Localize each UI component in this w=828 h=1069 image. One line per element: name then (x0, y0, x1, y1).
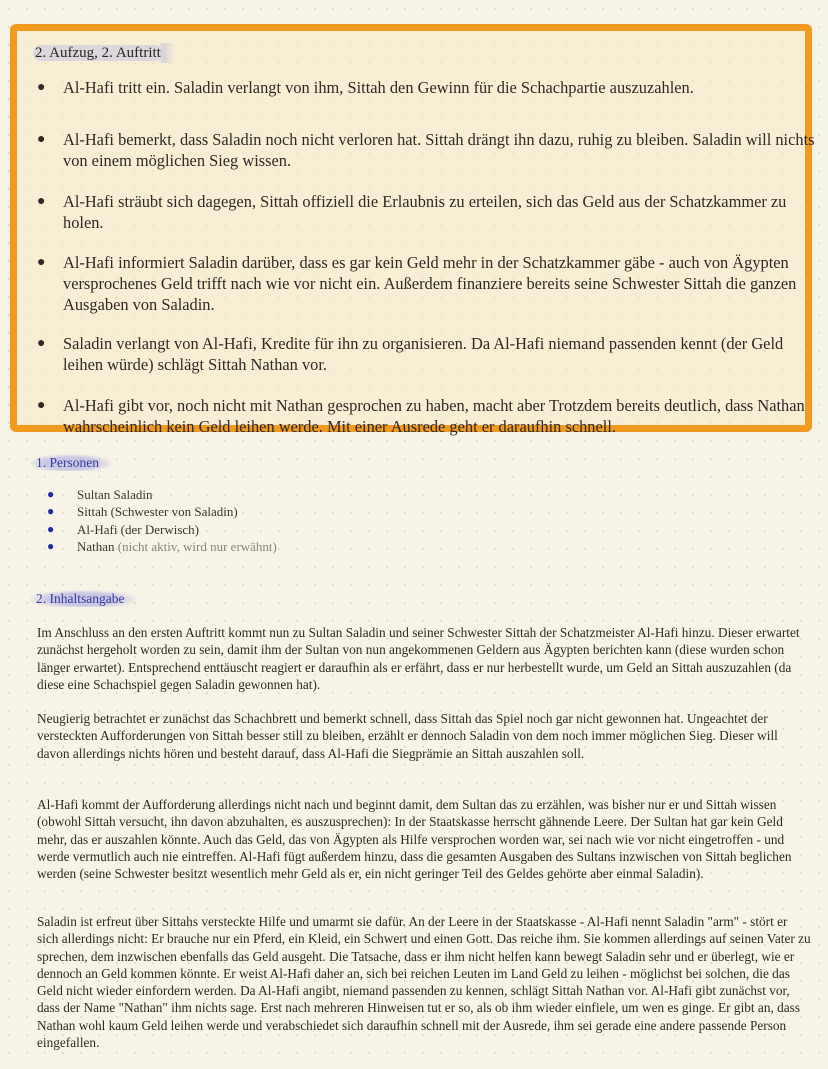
paragraph: Neugierig betrachtet er zunächst das Schachbrett und bemerkt schnell, dass Sittah das Spiel noch gar nicht gewonnen hat. Ungeachtet der versteckten Aufforderungen von Sittah besser still zu bleiben, erzählt er dennoch Saladin von dem noch immer möglichen Sieg. Dieser will davon allerdings nichts hören und besteht darauf, dass Al-Hafi die Siegprämie an Sittah auszahlen soll. (37, 711, 778, 761)
bullet-dot-icon: ● (47, 538, 55, 553)
bullet-dot-icon: ● (47, 521, 55, 536)
list-item: ● Sittah (Schwester von Saladin) (47, 504, 238, 520)
list-item: ● Sultan Saladin (47, 487, 153, 502)
inhaltsangabe-heading: 2. Inhaltsangabe (30, 590, 136, 607)
list-item: ● Nathan (nicht aktiv, wird nur erwähnt) (47, 538, 277, 554)
highlight-title (33, 43, 175, 63)
personen-heading: 1. Personen (30, 454, 111, 471)
bullet-dot-icon: ● (37, 194, 46, 209)
paragraph: Im Anschluss an den ersten Auftritt kommt nun zu Sultan Saladin und seiner Schwester Sittah der Schatzmeister Al-Hafi hinzu. Dieser erwartet zunächst hergeholt worden zu sein, damit ihm der Sultan von nun angekommenen Geldern aus Ägypten berichten kann (diese wurden schon länger erwartet). Entsprechend enttäuscht reagiert er daraufhin als er erfährt, dass er nur herbestellt wurde, um Geld an Sittah auszuzahlen (da diese eine Schachspiel gegen Saladin gewonnen hat). (37, 625, 800, 692)
highlighted-summary-box: 2. Aufzug, 2. Auftritt ● Al-Hafi tritt ein. Saladin verlangt von ihm, Sittah den Gewinn für die Schachpartie auszuzahlen. ● Al-Hafi bemerkt, dass Saladin noch nicht verloren hat. Sittah drängt ihn dazu, ruhig zu bleiben. Saladin will nichts von einem möglichen Sieg wissen. ● Al-Hafi sträubt sich dagegen, Sittah offiziell die Erlaubnis zu erteilen, sich das Geld aus der Schatzkammer zu holen. ● Al-Hafi informiert Saladin darüber, dass es gar kein Geld mehr in der Schatzkammer gäbe - auch von Ägypten versprochenes Geld trifft nach wie vor nicht ein. Außerdem finanziere bereits seine Schwester Sittah die ganzen Ausgaben von Saladin. ● Saladin verlangt von Al-Hafi, Kredite für ihn zu organisieren. Da Al-Hafi niemand passenden kennt (der Geld leihen würde) schlägt Sittah Nathan vor. ● Al-Hafi gibt vor, noch nicht mit Nathan gesprochen zu haben, macht aber Trotzdem bereits deutlich, dass Nathan wahrscheinlich kein Geld leihen werde. Mit einer Ausrede geht er daraufhin schnell. (10, 24, 812, 432)
bullet-dot-icon: ● (37, 132, 46, 147)
bullet-dot-icon: ● (37, 398, 46, 413)
bullet-dot-icon: ● (37, 336, 46, 351)
bullet-dot-icon: ● (37, 80, 46, 95)
bullet-dot-icon: ● (47, 487, 55, 501)
list-item: ● Al-Hafi (der Derwisch) (47, 521, 200, 537)
paragraph: Al-Hafi kommt der Aufforderung allerdings nicht nach und beginnt damit, dem Sultan das zu erzählen, was bisher nur er und Sittah wissen (obwohl Sittah versucht, ihn davon abzuhalten, es auszusprechen): In der Staatskasse herrscht gähnende Leere. Der Sultan hat gar kein Geld mehr, das er auszahlen könnte. Auch das Geld, das von Ägypten als Hilfe versprochen worden war, sei nach wie vor nicht eingetroffen - und werde vermutlich auch nie eintreffen. Al-Hafi fügt außerdem hinzu, dass die gesamten Ausgaben des Sultans inzwischen von Sittah beglichen werden (seine Schwester besitzt wesentlich mehr Geld als er, ein nicht geringer Teil des Geldes gehörte aber einmal Saladin). (37, 797, 792, 882)
bullet-dot-icon: ● (37, 255, 46, 270)
bullet-dot-icon: ● (47, 504, 55, 519)
person-note: (nicht aktiv, wird nur erwähnt) (117, 538, 277, 554)
paragraph: Saladin ist erfreut über Sittahs versteckte Hilfe und umarmt sie dafür. An der Leere in der Staatskasse - Al-Hafi nennt Saladin "arm" - stört er sich allerdings nicht: Er brauche nur ein Pferd, ein Kleid, ein Schwert und einen Gott. Das reiche ihm. Sie kommen allerdings auf seinen Vater zu sprechen, dem inzwischen ebenfalls das Geld ausgeht. Die Tatsache, dass er ihm nicht helfen kann bewegt Saladin sehr und er überlegt, wie er dennoch an Geld kommen könnte. Er weist Al-Hafi daher an, sich bei reichen Leuten im Land Geld zu leihen - möglichst bei solchen, die das Geld nicht wieder einfordern werden. Da Al-Hafi angibt, niemand passenden zu kennen, schlägt Sittah Nathan vor. Al-Hafi gibt zunächst vor, dass der Name "Nathan" ihm nichts sage. Erst nach mehreren Hinweisen tut er so, als ob ihm wieder einfiele, um wen es ginge. Er gibt an, dass Nathan wohl kaum Geld leihen werde und verabschiedet sich daraufhin schnell mit der Ausrede, ihm sei gerade eine andere passende Person eingefallen. (37, 914, 811, 1051)
highlight-title-text: 2. Aufzug, 2. Auftritt (35, 45, 161, 61)
personen-list (47, 486, 277, 555)
